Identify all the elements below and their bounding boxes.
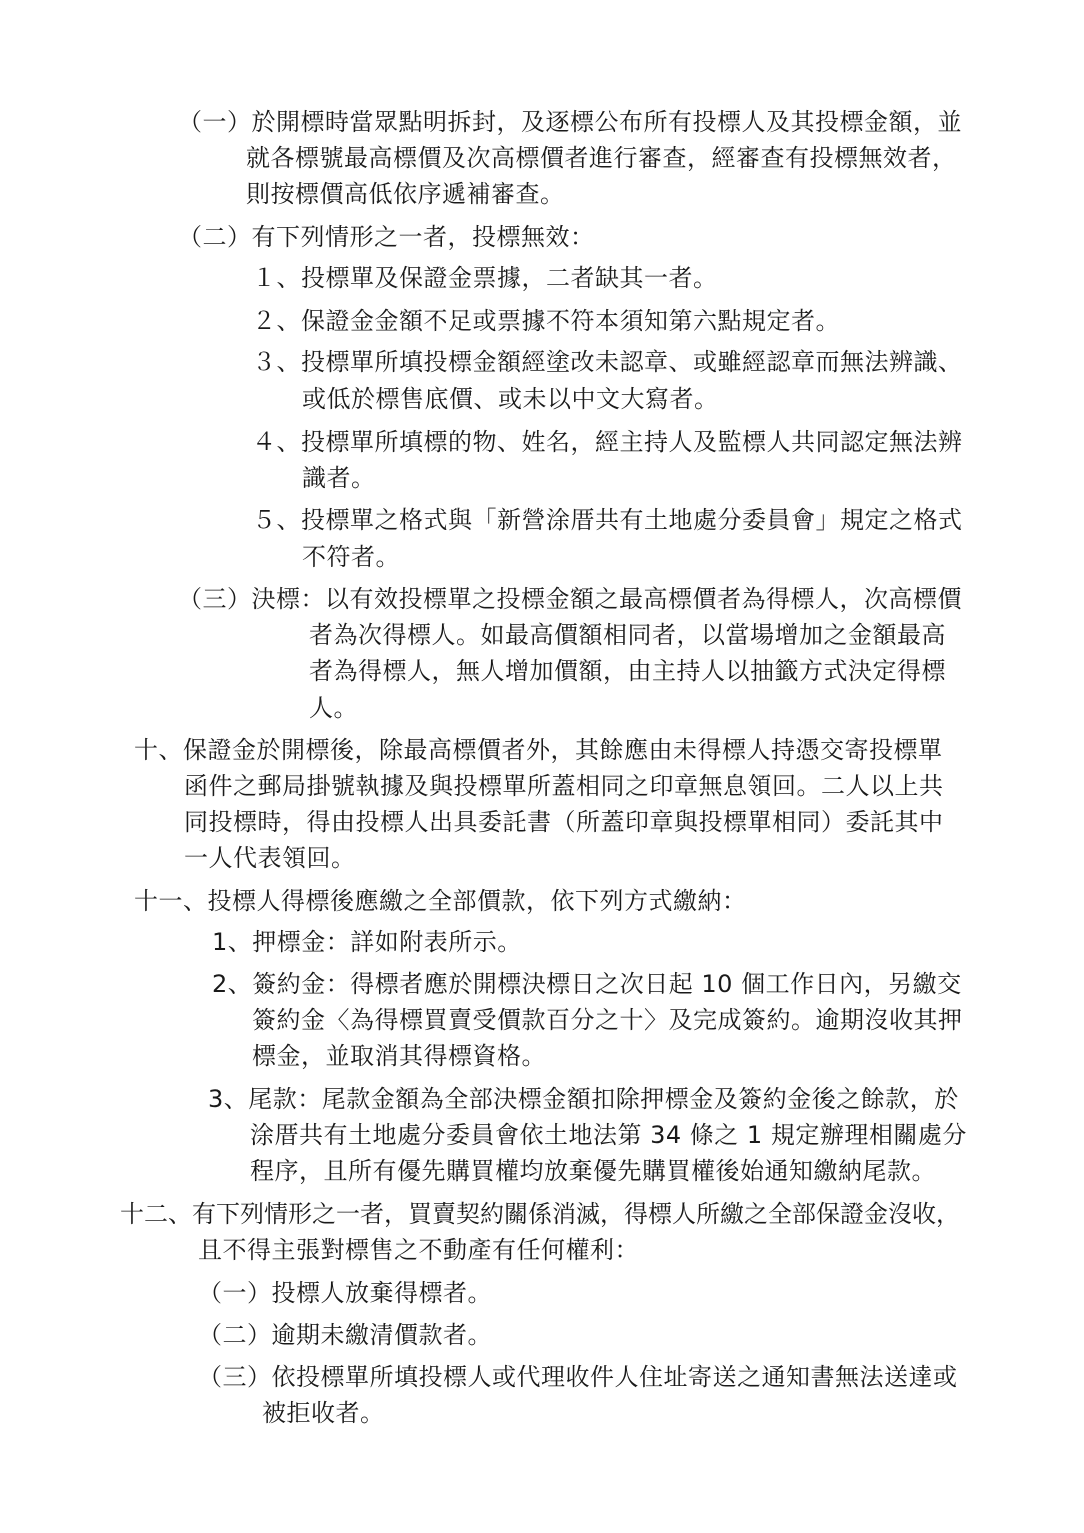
text-line: 不符者。 <box>302 543 400 571</box>
text-line: （三）依投標單所填投標人或代理收件人住址寄送之通知書無法送達或 <box>198 1363 958 1391</box>
text-line: 標金，並取消其得標資格。 <box>252 1042 546 1070</box>
text-line: １、投標單及保證金票據，二者缺其一者。 <box>252 264 718 292</box>
text-line: 涂厝共有土地處分委員會依土地法第 34 條之 1 規定辦理相關處分 <box>250 1121 967 1149</box>
text-line: 或低於標售底價、或未以中文大寫者。 <box>302 385 719 413</box>
text-line: 人。 <box>309 694 358 722</box>
text-line: ５、投標單之格式與「新營涂厝共有土地處分委員會」規定之格式 <box>252 506 963 534</box>
text-line: 者為次得標人。如最高價額相同者，以當場增加之金額最高 <box>309 621 946 649</box>
text-line: （一）投標人放棄得標者。 <box>198 1279 492 1307</box>
text-line: （三）決標：以有效投標單之投標金額之最高標價者為得標人，次高標價 <box>178 585 962 613</box>
text-line: ４、投標單所填標的物、姓名，經主持人及監標人共同認定無法辨 <box>252 428 963 456</box>
text-line: 者為得標人，無人增加價額，由主持人以抽籤方式決定得標 <box>309 657 946 685</box>
text-line: 簽約金〈為得標買賣受價款百分之十〉及完成簽約。逾期沒收其押 <box>252 1006 963 1034</box>
text-line: 則按標價高低依序遞補審查。 <box>246 180 565 208</box>
text-line: 2、簽約金：得標者應於開標決標日之次日起 10 個工作日內，另繳交 <box>212 970 962 998</box>
text-line: 1、押標金：詳如附表所示。 <box>212 928 522 956</box>
text-line: （二）逾期未繳清價款者。 <box>198 1321 492 1349</box>
text-line: 被拒收者。 <box>262 1399 385 1427</box>
text-line: 函件之郵局掛號執據及與投標單所蓋相同之印章無息領回。二人以上共 <box>184 772 944 800</box>
text-line: 同投標時，得由投標人出具委託書（所蓋印章與投標單相同）委託其中 <box>184 808 944 836</box>
text-line: ２、保證金金額不足或票據不符本須知第六點規定者。 <box>252 307 840 335</box>
text-line: 十二、有下列情形之一者，買賣契約關係消滅，得標人所繳之全部保證金沒收， <box>120 1200 960 1228</box>
text-line: 一人代表領回。 <box>184 844 356 872</box>
text-line: 就各標號最高標價及次高標價者進行審查，經審查有投標無效者， <box>246 144 957 172</box>
text-line: （二）有下列情形之一者，投標無效： <box>178 223 595 251</box>
text-line: 且不得主張對標售之不動產有任何權利： <box>198 1236 639 1264</box>
text-line: （一）於開標時當眾點明拆封，及逐標公布所有投標人及其投標金額，並 <box>178 108 962 136</box>
text-line: 識者。 <box>302 464 376 492</box>
text-line: ３、投標單所填投標金額經塗改未認章、或雖經認章而無法辨識、 <box>252 348 963 376</box>
text-line: 程序，且所有優先購買權均放棄優先購買權後始通知繳納尾款。 <box>250 1157 936 1185</box>
text-line: 十一、投標人得標後應繳之全部價款，依下列方式繳納： <box>134 887 747 915</box>
text-line: 3、尾款：尾款金額為全部決標金額扣除押標金及簽約金後之餘款，於 <box>208 1085 959 1113</box>
text-line: 十、保證金於開標後，除最高標價者外，其餘應由未得標人持憑交寄投標單 <box>134 736 943 764</box>
